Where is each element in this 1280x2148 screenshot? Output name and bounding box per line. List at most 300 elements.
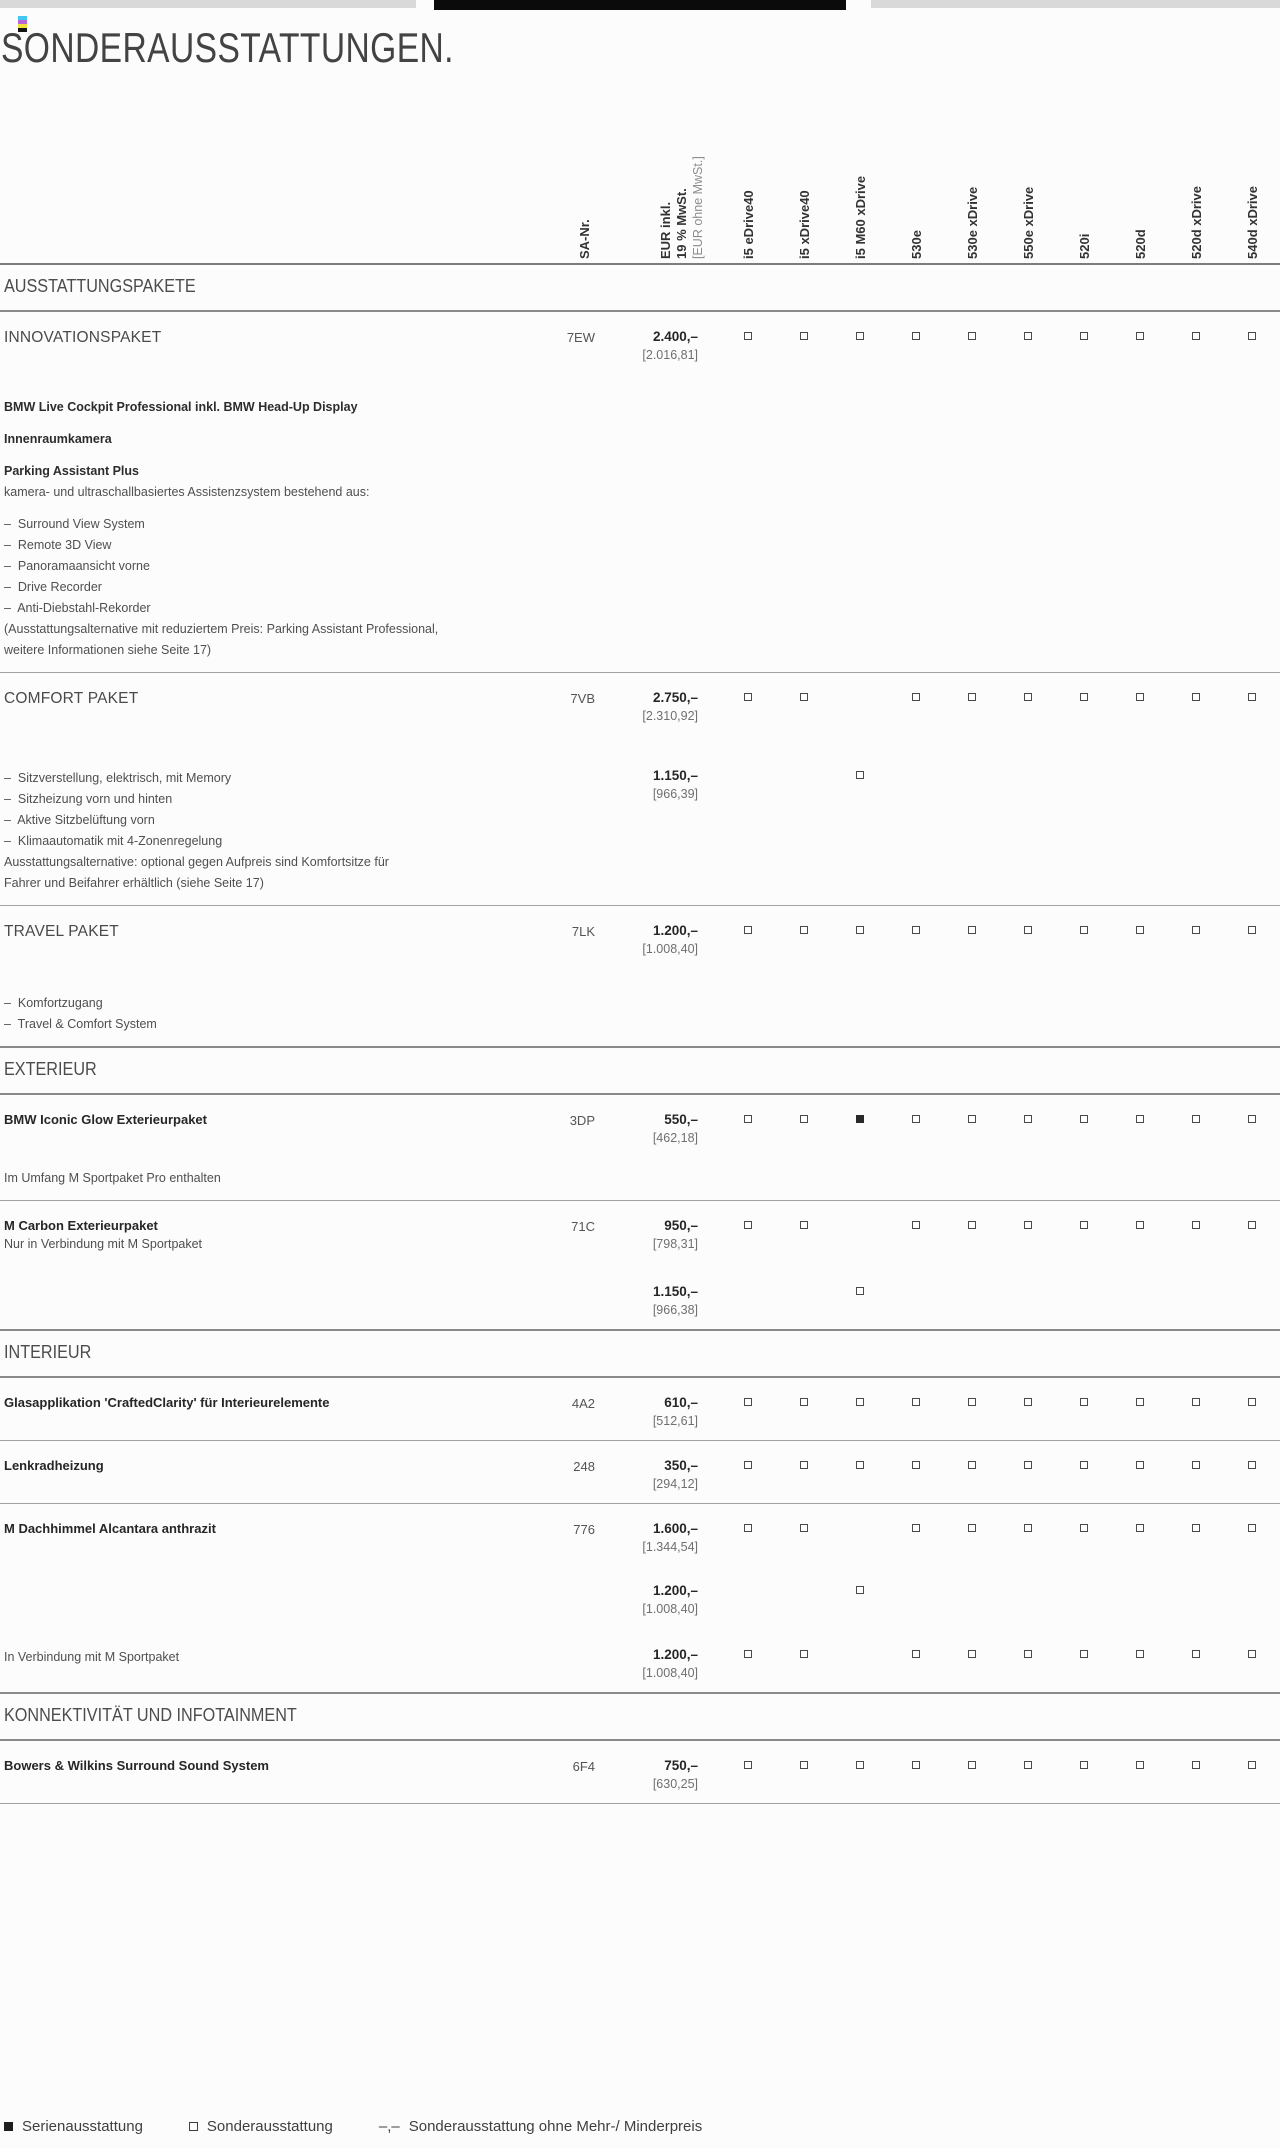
column-header-model [1056, 91, 1112, 263]
sa-number: 6F4 [572, 1759, 595, 1774]
model-mark-cell [944, 1647, 1000, 1658]
empty-square-icon [1080, 926, 1088, 934]
model-mark-cell [832, 1758, 888, 1769]
model-name-header: 520d [1133, 229, 1148, 259]
model-cell-empty [888, 768, 944, 771]
empty-square-icon [912, 1761, 920, 1769]
model-mark-cell [1168, 1521, 1224, 1532]
model-mark-cell [1168, 329, 1224, 340]
empty-square-icon [856, 1461, 864, 1469]
model-cell-empty [944, 1583, 1000, 1586]
model-mark-cell [1112, 923, 1168, 934]
model-cell-empty [720, 993, 776, 996]
empty-square-icon [912, 1115, 920, 1123]
label-cell [0, 923, 540, 941]
empty-square-icon [1024, 1650, 1032, 1658]
empty-square-icon [1248, 332, 1256, 340]
price-gross: 1.150,– [652, 768, 698, 783]
empty-square-icon [1024, 1115, 1032, 1123]
price-gross: 1.200,– [652, 923, 698, 938]
empty-square-icon [856, 926, 864, 934]
column-header-model [1168, 91, 1224, 263]
model-mark-cell [1000, 1458, 1056, 1469]
model-mark-cell [1112, 1395, 1168, 1406]
model-cell-empty [1168, 993, 1224, 996]
price-gross: 350,– [664, 1458, 698, 1473]
empty-square-icon [1024, 1524, 1032, 1532]
empty-square-icon [856, 1586, 864, 1594]
column-header-model [776, 91, 832, 263]
model-cell-empty [776, 768, 832, 771]
empty-square-icon [1136, 1650, 1144, 1658]
model-mark-cell [776, 1395, 832, 1406]
description-line: – Remote 3D View [4, 538, 112, 552]
model-cell-empty [1168, 1168, 1224, 1171]
legend-label-ohne: Sonderausstattung ohne Mehr-/ Minderpreis [408, 2118, 703, 2135]
price-gross: 2.400,– [652, 329, 698, 344]
section-title [0, 1048, 1280, 1093]
model-mark-cell [1056, 1458, 1112, 1469]
model-cell-empty [832, 1647, 888, 1650]
model-cell-empty [888, 1583, 944, 1586]
option-label: COMFORT PAKET [4, 690, 139, 707]
model-name-header: 530e [909, 230, 924, 259]
empty-square-icon [1192, 1524, 1200, 1532]
model-mark-cell [888, 923, 944, 934]
empty-square-icon [1248, 1761, 1256, 1769]
model-mark-cell [720, 1395, 776, 1406]
price-net: [294,12] [652, 1477, 698, 1491]
model-mark-cell [832, 1583, 888, 1594]
empty-square-icon [1248, 1650, 1256, 1658]
sa-number: 4A2 [571, 1396, 595, 1411]
model-cell-empty [1224, 1284, 1280, 1287]
model-mark-cell [888, 329, 944, 340]
model-cell-empty [1224, 993, 1280, 996]
empty-square-icon [968, 1461, 976, 1469]
model-cell-empty [1056, 1583, 1112, 1586]
sa-number [540, 1284, 595, 1285]
price-cell [595, 1583, 720, 1617]
empty-square-icon [1248, 693, 1256, 701]
model-mark-cell [1224, 923, 1280, 934]
option-grid-row [0, 1758, 1280, 1792]
empty-square-icon [1080, 1115, 1088, 1123]
model-mark-cell [832, 1112, 888, 1123]
option-row [0, 312, 1280, 672]
empty-square-icon [912, 926, 920, 934]
empty-square-icon [968, 1761, 976, 1769]
empty-square-icon [800, 1221, 808, 1229]
model-cell-empty [944, 1284, 1000, 1287]
price-cell [595, 690, 720, 724]
model-cell-empty [1168, 1583, 1224, 1586]
sa-number: 7VB [570, 691, 595, 706]
model-mark-cell [1224, 329, 1280, 340]
model-mark-cell [1000, 1218, 1056, 1229]
price-cell [595, 1647, 720, 1681]
model-mark-cell [1056, 1521, 1112, 1532]
column-header-model [1000, 91, 1056, 263]
model-mark-cell [1056, 329, 1112, 340]
empty-square-icon [744, 1115, 752, 1123]
model-mark-cell [1000, 329, 1056, 340]
empty-square-icon [912, 1461, 920, 1469]
empty-square-icon [744, 1398, 752, 1406]
sa-number [540, 1647, 595, 1648]
dash-price-symbol: –,– [378, 2118, 400, 2135]
description-line: Im Umfang M Sportpaket Pro enthalten [4, 1171, 221, 1185]
model-cell-empty [888, 993, 944, 996]
empty-square-icon [1080, 332, 1088, 340]
model-cell-empty [1224, 1583, 1280, 1586]
option-sub-row [0, 1647, 1280, 1681]
model-cell-empty [1112, 768, 1168, 771]
option-grid-row [0, 1218, 1280, 1252]
filled-square-icon [856, 1115, 864, 1123]
model-cell-empty [888, 1168, 944, 1171]
empty-square-icon [1136, 1461, 1144, 1469]
legend-item-serienausstattung [4, 2118, 143, 2135]
option-row [0, 1741, 1280, 1803]
sa-number [540, 1583, 595, 1584]
model-mark-cell [1224, 1395, 1280, 1406]
price-gross: 2.750,– [652, 690, 698, 705]
empty-square-icon [1136, 332, 1144, 340]
model-mark-cell [888, 1521, 944, 1532]
table-end-divider [0, 1803, 1280, 1804]
label-cell [0, 1458, 540, 1473]
label-cell [0, 329, 540, 347]
description-line: – Travel & Comfort System [4, 1017, 157, 1031]
empty-square-icon [1248, 1461, 1256, 1469]
description-line: – Panoramaansicht vorne [4, 559, 150, 573]
model-mark-cell [1112, 1112, 1168, 1123]
option-sublabel: Nur in Verbindung mit M Sportpaket [4, 1237, 203, 1251]
price-cell [595, 1112, 720, 1146]
model-mark-cell [944, 329, 1000, 340]
model-mark-cell [1056, 923, 1112, 934]
empty-square-icon [800, 926, 808, 934]
legend-item-ohne-mehrpreis [379, 2118, 702, 2135]
model-mark-cell [1224, 1458, 1280, 1469]
price-cell [595, 1218, 720, 1252]
model-cell-empty [1112, 1284, 1168, 1287]
table-header-zone [0, 0, 1280, 265]
option-sub-row [0, 1284, 1280, 1318]
model-mark-cell [1224, 1758, 1280, 1769]
model-mark-cell [944, 1218, 1000, 1229]
empty-square-icon [1192, 1398, 1200, 1406]
column-header-model [832, 91, 888, 263]
model-cell-empty [1056, 993, 1112, 996]
description-line: Innenraumkamera [4, 432, 112, 446]
description-line: Fahrer und Beifahrer erhältlich (siehe Seite 17) [4, 876, 264, 890]
eur-header-text [658, 156, 706, 259]
label-cell [0, 1112, 540, 1127]
filled-square-icon [4, 2122, 13, 2131]
model-mark-cell [1112, 1458, 1168, 1469]
price-net: [1.344,54] [642, 1540, 698, 1554]
model-cell-empty [776, 993, 832, 996]
model-mark-cell [720, 1112, 776, 1123]
empty-square-icon [1136, 1221, 1144, 1229]
description-line: Parking Assistant Plus [4, 464, 139, 478]
empty-square-icon [744, 1650, 752, 1658]
empty-square-icon [1136, 1398, 1144, 1406]
model-mark-cell [1112, 1758, 1168, 1769]
model-cell-empty [1112, 1583, 1168, 1586]
empty-square-icon [1136, 1761, 1144, 1769]
section-title-text: AUSSTATTUNGSPAKETE [4, 276, 196, 296]
option-label: Glasapplikation 'CraftedClarity' für Interieurelemente [4, 1395, 330, 1410]
model-cell-empty [720, 1284, 776, 1287]
model-mark-cell [944, 1458, 1000, 1469]
model-cell-empty [1224, 1168, 1280, 1171]
price-gross: 950,– [664, 1218, 698, 1233]
column-header-model [888, 91, 944, 263]
page-title: SONDERAUSSTATTUNGEN. [1, 24, 454, 71]
option-label: INNOVATIONSPAKET [4, 329, 162, 346]
column-header-sa-nr [540, 91, 595, 263]
empty-square-icon [968, 693, 976, 701]
empty-square-icon [1024, 1398, 1032, 1406]
model-mark-cell [1056, 1112, 1112, 1123]
model-mark-cell [1168, 1647, 1224, 1658]
price-net: [2.016,81] [642, 348, 698, 362]
model-mark-cell [1224, 1647, 1280, 1658]
empty-square-icon [1248, 1398, 1256, 1406]
empty-square-icon [1136, 926, 1144, 934]
option-label: TRAVEL PAKET [4, 923, 119, 940]
option-grid-row [0, 1458, 1280, 1492]
option-sub-row [0, 768, 1280, 894]
model-mark-cell [776, 923, 832, 934]
options-table [0, 265, 1280, 1804]
model-cell-empty [832, 690, 888, 693]
model-mark-cell [1000, 1112, 1056, 1123]
empty-square-icon [800, 1398, 808, 1406]
column-header-eur [595, 91, 720, 263]
description-line: Ausstattungsalternative: optional gegen Aufpreis sind Komfortsitze für [4, 855, 389, 869]
description-line: – Sitzverstellung, elektrisch, mit Memory [4, 771, 232, 785]
empty-square-icon [1192, 1115, 1200, 1123]
price-cell [595, 1458, 720, 1492]
model-cell-empty [1000, 993, 1056, 996]
model-mark-cell [1168, 923, 1224, 934]
legend-item-sonderausstattung [189, 2118, 333, 2135]
empty-square-icon [1192, 332, 1200, 340]
section-title-text: EXTERIEUR [4, 1059, 97, 1079]
price-gross: 1.200,– [652, 1583, 698, 1598]
column-header-model [1112, 91, 1168, 263]
model-mark-cell [1224, 690, 1280, 701]
option-grid-row [0, 1395, 1280, 1429]
empty-square-icon [800, 1461, 808, 1469]
model-mark-cell [1224, 1112, 1280, 1123]
empty-square-icon [1080, 1221, 1088, 1229]
label-cell [0, 1521, 540, 1536]
model-mark-cell [1056, 1218, 1112, 1229]
empty-square-icon [1024, 1221, 1032, 1229]
label-cell [0, 1218, 540, 1251]
label-cell [0, 993, 540, 1035]
model-cell-empty [1168, 1284, 1224, 1287]
empty-square-icon [912, 1398, 920, 1406]
model-name-header: 520i [1077, 233, 1092, 259]
price-cell [595, 1758, 720, 1792]
model-mark-cell [720, 1647, 776, 1658]
empty-square-icon [968, 1650, 976, 1658]
header-spacer [0, 91, 540, 263]
empty-square-icon [1136, 1524, 1144, 1532]
empty-square-icon [800, 1115, 808, 1123]
empty-square-icon [912, 1221, 920, 1229]
empty-square-icon [1024, 1761, 1032, 1769]
model-mark-cell [1224, 1521, 1280, 1532]
option-row [0, 906, 1280, 1046]
model-cell-empty [1112, 993, 1168, 996]
empty-square-icon [856, 1398, 864, 1406]
model-mark-cell [1224, 1218, 1280, 1229]
description-line: – Aktive Sitzbelüftung vorn [4, 813, 155, 827]
model-mark-cell [1112, 1218, 1168, 1229]
sa-number: 71C [571, 1219, 595, 1234]
sa-number: 3DP [569, 1113, 595, 1128]
empty-square-icon [968, 1115, 976, 1123]
option-grid-row [0, 329, 1280, 363]
option-label: BMW Iconic Glow Exterieurpaket [4, 1112, 207, 1127]
empty-square-icon [1080, 1761, 1088, 1769]
model-mark-cell [944, 923, 1000, 934]
section-title [0, 1694, 1280, 1739]
empty-square-icon [744, 693, 752, 701]
empty-square-icon [1080, 1524, 1088, 1532]
model-mark-cell [720, 923, 776, 934]
sa-number [540, 993, 595, 994]
description-line: – Komfortzugang [4, 996, 103, 1010]
model-mark-cell [776, 1647, 832, 1658]
empty-square-icon [1192, 1461, 1200, 1469]
empty-square-icon [1248, 1221, 1256, 1229]
model-cell-empty [1224, 768, 1280, 771]
empty-square-icon [856, 332, 864, 340]
model-mark-cell [832, 1284, 888, 1295]
model-mark-cell [720, 1218, 776, 1229]
description-line: – Klimaautomatik mit 4-Zonenregelung [4, 834, 223, 848]
model-cell-empty [1168, 768, 1224, 771]
section-title [0, 265, 1280, 310]
model-cell-empty [1000, 1168, 1056, 1171]
model-name-header: 550e xDrive [1021, 186, 1036, 259]
model-mark-cell [776, 1218, 832, 1229]
empty-square-icon [856, 1287, 864, 1295]
option-grid-row [0, 1112, 1280, 1146]
legend-label-sonder: Sonderausstattung [206, 2118, 333, 2135]
empty-square-icon [744, 926, 752, 934]
description-line: – Anti-Diebstahl-Rekorder [4, 601, 151, 615]
legend-label-serien: Serienausstattung [22, 2118, 143, 2135]
model-name-header: i5 eDrive40 [741, 190, 756, 259]
model-mark-cell [888, 690, 944, 701]
empty-square-icon [912, 1524, 920, 1532]
section-title-text: KONNEKTIVITÄT UND INFOTAINMENT [4, 1705, 297, 1725]
price-net: [1.008,40] [642, 942, 698, 956]
sa-number [540, 768, 595, 769]
empty-square-icon [1080, 1461, 1088, 1469]
model-mark-cell [776, 1758, 832, 1769]
model-cell-empty [1000, 1284, 1056, 1287]
empty-square-icon [856, 1761, 864, 1769]
model-mark-cell [888, 1758, 944, 1769]
option-grid-row [0, 690, 1280, 724]
model-cell-empty [832, 993, 888, 996]
sa-number: 248 [573, 1459, 595, 1474]
empty-square-icon [800, 1761, 808, 1769]
empty-square-icon [968, 1221, 976, 1229]
model-mark-cell [1056, 690, 1112, 701]
model-cell-empty [1056, 768, 1112, 771]
empty-square-icon [800, 693, 808, 701]
price-net: [462,18] [652, 1131, 698, 1145]
empty-square-icon [800, 332, 808, 340]
model-mark-cell [832, 1458, 888, 1469]
model-mark-cell [1112, 329, 1168, 340]
model-mark-cell [888, 1218, 944, 1229]
sa-number [540, 1168, 595, 1169]
label-cell [0, 1647, 540, 1668]
empty-square-icon [1192, 1650, 1200, 1658]
model-mark-cell [776, 1521, 832, 1532]
description-line: – Surround View System [4, 517, 145, 531]
model-cell-empty [776, 1583, 832, 1586]
empty-square-icon [968, 926, 976, 934]
option-grid-row [0, 1521, 1280, 1555]
model-mark-cell [720, 1458, 776, 1469]
model-mark-cell [832, 1395, 888, 1406]
model-cell-empty [720, 768, 776, 771]
empty-square-icon [1024, 1461, 1032, 1469]
empty-square-icon [1080, 1650, 1088, 1658]
model-mark-cell [1168, 1112, 1224, 1123]
empty-square-icon [1248, 926, 1256, 934]
empty-square-icon [1080, 1398, 1088, 1406]
model-name-header: 520d xDrive [1189, 186, 1204, 259]
model-mark-cell [1000, 923, 1056, 934]
model-cell-empty [888, 1284, 944, 1287]
column-header-model [720, 91, 776, 263]
model-mark-cell [776, 329, 832, 340]
model-mark-cell [888, 1458, 944, 1469]
model-cell-empty [720, 1168, 776, 1171]
model-mark-cell [1112, 1521, 1168, 1532]
model-name-header: i5 xDrive40 [797, 190, 812, 259]
label-cell [0, 690, 540, 708]
empty-square-icon [1192, 1221, 1200, 1229]
model-mark-cell [1056, 1647, 1112, 1658]
empty-square-icon [1136, 1115, 1144, 1123]
empty-square-icon [1192, 693, 1200, 701]
model-name-header: 530e xDrive [965, 186, 980, 259]
price-gross: 1.150,– [652, 1284, 698, 1299]
model-cell-empty [1000, 768, 1056, 771]
column-header-model [944, 91, 1000, 263]
model-cell-empty [944, 993, 1000, 996]
label-cell [0, 1395, 540, 1410]
empty-square-icon [1248, 1524, 1256, 1532]
option-label: M Carbon Exterieurpaket [4, 1218, 158, 1233]
option-row [0, 1504, 1280, 1692]
